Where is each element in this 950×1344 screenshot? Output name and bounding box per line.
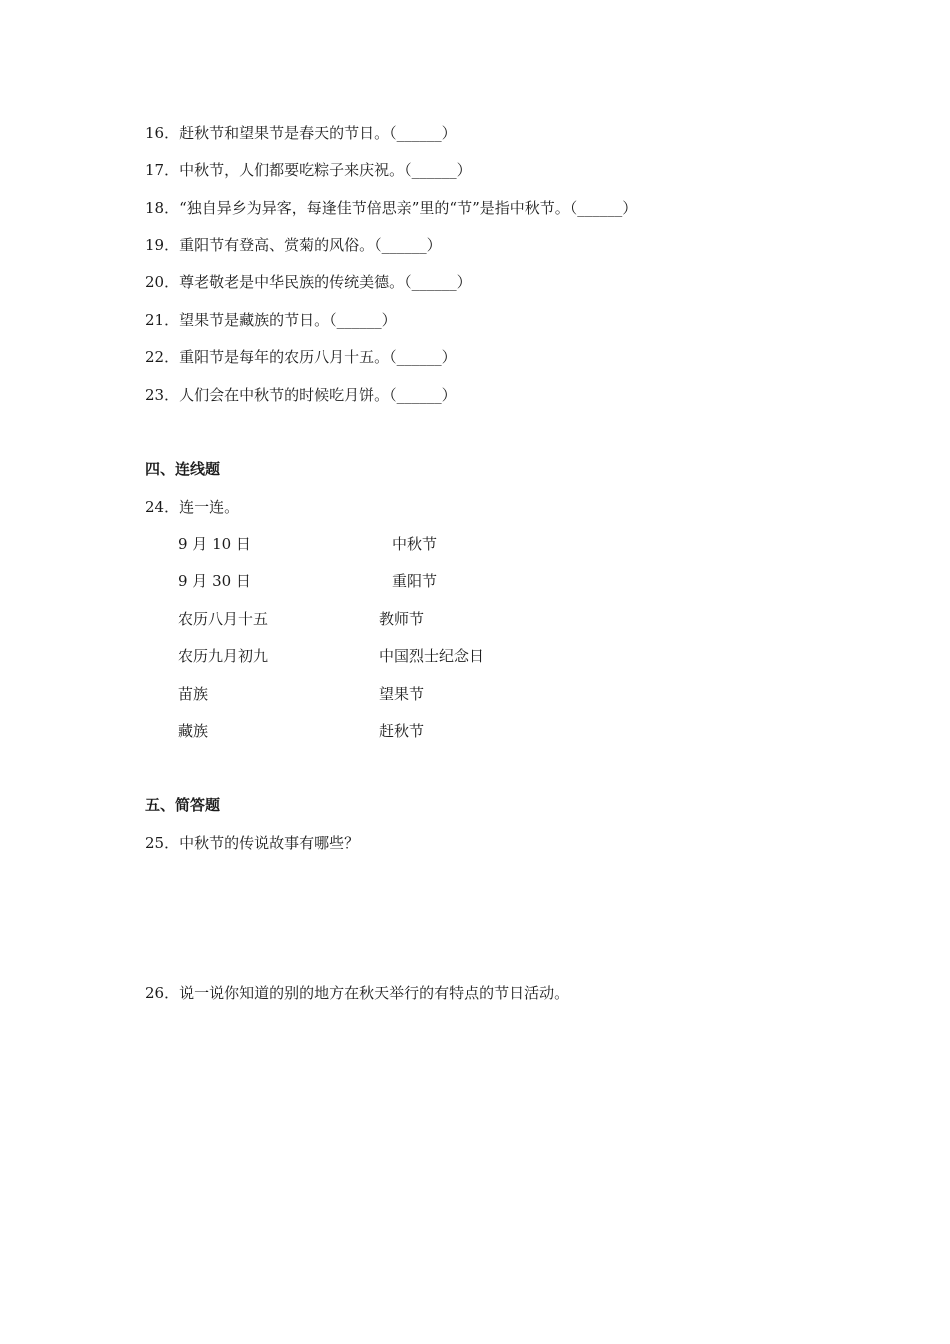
question-16: 16．赶秋节和望果节是春天的节日。（______） — [145, 124, 457, 142]
question-19: 19．重阳节有登高、赏菊的风俗。（______） — [145, 236, 442, 254]
match-right-item: 中秋节 — [392, 535, 438, 553]
question-23: 23．人们会在中秋节的时候吃月饼。（______） — [145, 386, 457, 404]
match-left-item: 9 月 10 日 — [178, 535, 251, 553]
question-21: 21．望果节是藏族的节日。（______） — [145, 311, 397, 329]
match-left-item: 农历九月初九 — [178, 647, 269, 665]
question-17: 17．中秋节，人们都要吃粽子来庆祝。（______） — [145, 161, 472, 179]
question-22: 22．重阳节是每年的农历八月十五。（______） — [145, 348, 457, 366]
match-left-item: 苗族 — [178, 685, 209, 703]
match-left-item: 农历八月十五 — [178, 610, 269, 628]
question-20: 20．尊老敬老是中华民族的传统美德。（______） — [145, 273, 472, 291]
section-5-heading: 五、简答题 — [145, 796, 221, 814]
match-right-item: 赶秋节 — [379, 722, 425, 740]
section-4-heading: 四、连线题 — [145, 460, 221, 478]
question-26: 26．说一说你知道的别的地方在秋天举行的有特点的节日活动。 — [145, 984, 570, 1002]
match-right-item: 教师节 — [379, 610, 425, 628]
question-25: 25．中秋节的传说故事有哪些？ — [145, 834, 360, 852]
match-right-item: 中国烈士纪念日 — [379, 647, 485, 665]
question-24: 24．连一连。 — [145, 498, 240, 516]
match-right-item: 望果节 — [379, 685, 425, 703]
question-18: 18．“独自异乡为异客，每逢佳节倍思亲”里的“节”是指中秋节。（______） — [145, 199, 638, 217]
match-left-item: 9 月 30 日 — [178, 572, 251, 590]
match-right-item: 重阳节 — [392, 572, 438, 590]
match-left-item: 藏族 — [178, 722, 209, 740]
